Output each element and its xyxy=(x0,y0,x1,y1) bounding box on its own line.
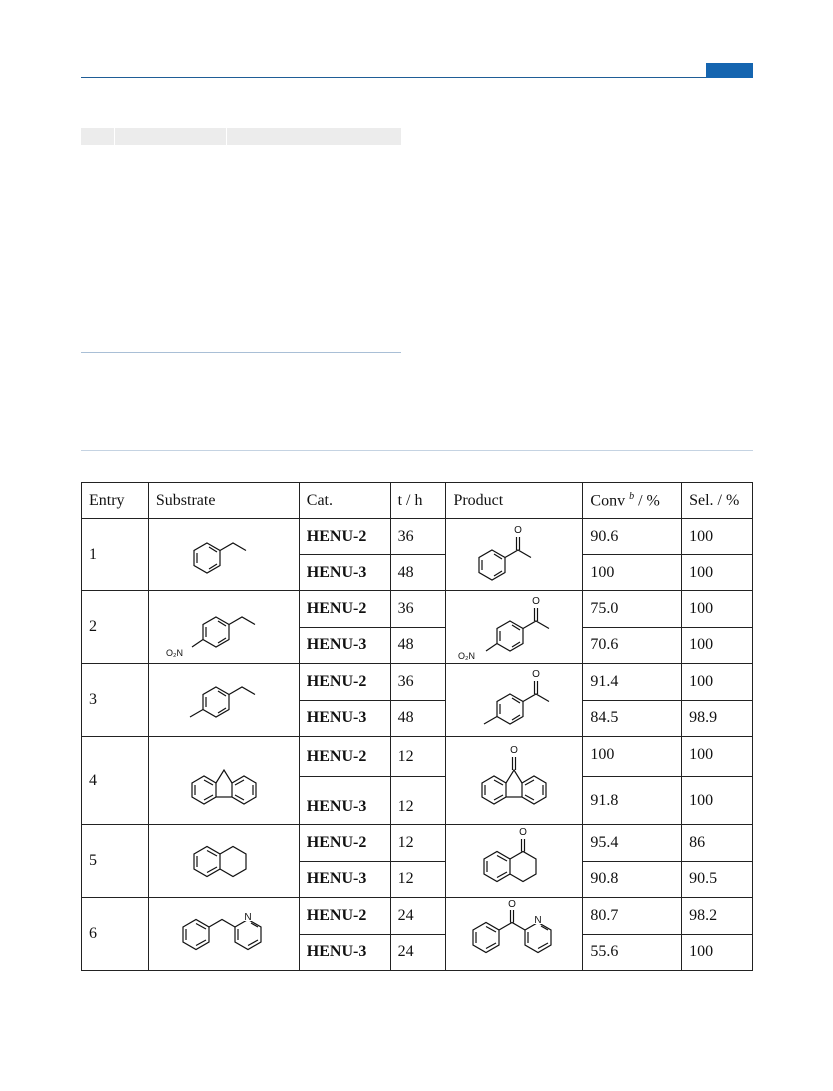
time-cell: 36 xyxy=(390,591,446,628)
header-tab xyxy=(706,63,753,78)
4-nitroacetophenone-structure xyxy=(454,591,574,663)
table-header-row xyxy=(82,483,753,519)
sel-cell: 98.2 xyxy=(682,898,753,935)
svg-text:O: O xyxy=(508,899,517,910)
substrate-tetralin xyxy=(148,825,299,898)
svg-text:O: O xyxy=(510,744,519,756)
cat-cell: HENU-2 xyxy=(299,664,390,701)
fluorenone-structure xyxy=(454,741,574,821)
conv-cell: 90.8 xyxy=(583,861,682,898)
time-cell: 48 xyxy=(390,700,446,737)
product-acetophenone xyxy=(446,519,583,591)
table-row xyxy=(82,591,753,628)
cat-cell: HENU-3 xyxy=(299,934,390,971)
sel-cell: 100 xyxy=(682,777,753,825)
header-cat: Cat. xyxy=(299,483,390,519)
sel-cell: 100 xyxy=(682,555,753,591)
table-row xyxy=(82,825,753,862)
cat-cell: HENU-2 xyxy=(299,519,390,555)
fluorene-structure xyxy=(164,741,284,821)
svg-text:O₂N: O₂N xyxy=(165,648,183,658)
cat-cell: HENU-3 xyxy=(299,627,390,664)
entry-cell: 2 xyxy=(82,591,149,664)
cat-cell: HENU-2 xyxy=(299,898,390,935)
header-product: Product xyxy=(446,483,583,519)
header-time: t / h xyxy=(390,483,446,519)
4-nitroethylbenzene-structure xyxy=(164,592,284,662)
table-row xyxy=(82,664,753,701)
sel-cell: 98.9 xyxy=(682,700,753,737)
conv-cell: 84.5 xyxy=(583,700,682,737)
cat-cell: HENU-3 xyxy=(299,555,390,591)
2-benzylpyridine-structure xyxy=(159,901,289,967)
substrate-ethyltoluene xyxy=(148,664,299,737)
cat-cell: HENU-3 xyxy=(299,777,390,825)
4-ethyltoluene-structure xyxy=(164,667,284,733)
conv-cell: 55.6 xyxy=(583,934,682,971)
sel-cell: 86 xyxy=(682,825,753,862)
sel-cell: 100 xyxy=(682,627,753,664)
results-table xyxy=(81,482,753,971)
entry-cell: 1 xyxy=(82,519,149,591)
header-rule xyxy=(81,77,753,78)
svg-text:N: N xyxy=(244,912,252,923)
product-nitroacetophenone xyxy=(446,591,583,664)
conv-cell: 100 xyxy=(583,737,682,777)
table-caption-band xyxy=(81,128,401,145)
svg-text:O: O xyxy=(532,596,541,607)
caption-rule xyxy=(81,352,401,353)
svg-text:O: O xyxy=(514,524,523,536)
svg-text:O: O xyxy=(519,827,528,838)
conv-cell: 91.8 xyxy=(583,777,682,825)
cat-cell: HENU-3 xyxy=(299,861,390,898)
table-row xyxy=(82,898,753,935)
svg-text:O₂N: O₂N xyxy=(458,651,476,661)
tetralone-structure xyxy=(464,825,564,897)
time-cell: 36 xyxy=(390,519,446,555)
conv-cell: 100 xyxy=(583,555,682,591)
table-row xyxy=(82,737,753,777)
time-cell: 48 xyxy=(390,555,446,591)
entry-cell: 3 xyxy=(82,664,149,737)
header-substrate: Substrate xyxy=(148,483,299,519)
conv-cell: 91.4 xyxy=(583,664,682,701)
tetralin-structure xyxy=(174,828,274,894)
time-cell: 48 xyxy=(390,627,446,664)
time-cell: 12 xyxy=(390,825,446,862)
entry-cell: 4 xyxy=(82,737,149,825)
cat-cell: HENU-2 xyxy=(299,591,390,628)
sel-cell: 100 xyxy=(682,591,753,628)
entry-cell: 6 xyxy=(82,898,149,971)
product-benzoylpyridine xyxy=(446,898,583,971)
product-methylacetophenone xyxy=(446,664,583,737)
4-methylacetophenone-structure xyxy=(454,664,574,736)
conv-cell: 80.7 xyxy=(583,898,682,935)
substrate-ethylbenzene xyxy=(148,519,299,591)
sel-cell: 100 xyxy=(682,737,753,777)
svg-text:O: O xyxy=(532,669,541,680)
header-conv: Conv $^b$ / % xyxy=(583,483,682,519)
2-benzoylpyridine-structure xyxy=(449,898,579,970)
conv-cell: 75.0 xyxy=(583,591,682,628)
svg-text:N: N xyxy=(534,915,543,926)
sel-cell: 100 xyxy=(682,519,753,555)
table-row xyxy=(82,519,753,555)
time-cell: 12 xyxy=(390,861,446,898)
time-cell: 24 xyxy=(390,898,446,935)
sel-cell: 100 xyxy=(682,934,753,971)
time-cell: 36 xyxy=(390,664,446,701)
product-tetralone xyxy=(446,825,583,898)
time-cell: 24 xyxy=(390,934,446,971)
entry-cell: 5 xyxy=(82,825,149,898)
cat-cell: HENU-2 xyxy=(299,825,390,862)
conv-cell: 95.4 xyxy=(583,825,682,862)
cat-cell: HENU-2 xyxy=(299,737,390,777)
substrate-nitroethylbenzene xyxy=(148,591,299,664)
header-sel: Sel. / % xyxy=(682,483,753,519)
conv-cell: 70.6 xyxy=(583,627,682,664)
time-cell: 12 xyxy=(390,777,446,825)
cat-cell: HENU-3 xyxy=(299,700,390,737)
time-cell: 12 xyxy=(390,737,446,777)
header-entry: Entry xyxy=(82,483,149,519)
conv-cell: 90.6 xyxy=(583,519,682,555)
section-rule xyxy=(81,450,753,451)
acetophenone-structure xyxy=(469,520,559,590)
product-fluorenone xyxy=(446,737,583,825)
substrate-fluorene xyxy=(148,737,299,825)
sel-cell: 100 xyxy=(682,664,753,701)
sel-cell: 90.5 xyxy=(682,861,753,898)
ethylbenzene-structure xyxy=(184,525,264,585)
substrate-benzylpyridine xyxy=(148,898,299,971)
